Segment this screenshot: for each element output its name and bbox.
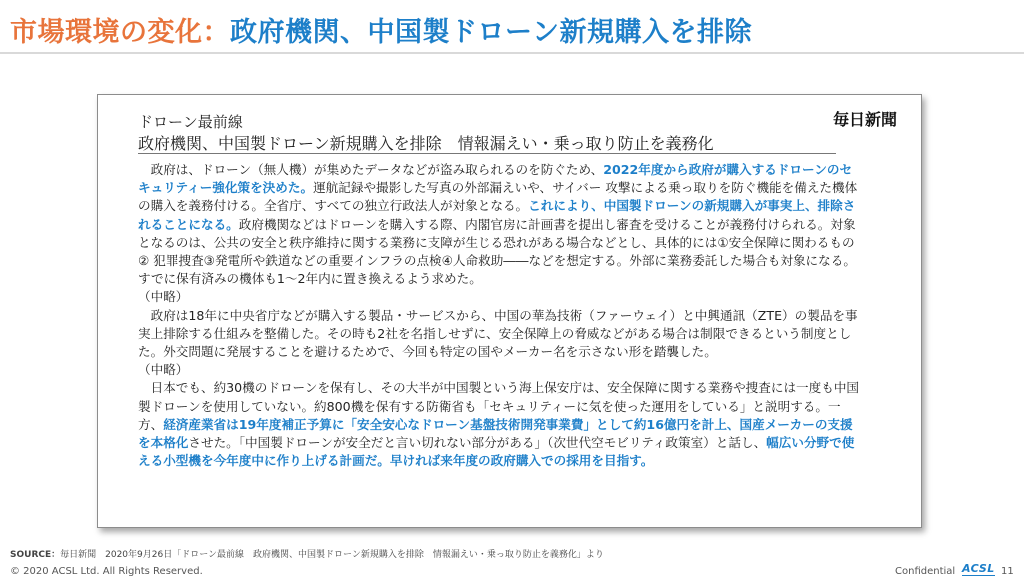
headline-divider (138, 153, 836, 154)
article-kicker: ドローン最前線 (138, 113, 243, 131)
highlight-text: これにより、中国製ドローンの新規購入が事実上、排除されることになる。 (138, 198, 856, 232)
article-paragraph-2: 政府は18年に中央省庁などが購入する製品・サービスから、中国の華為技術（ファーウェイ）と中興通訊（ZTE）の製品を事実上排除する仕組みを整備した。その時も2社を名指しせずに、安全保障上の脅威などがある場合は制限できるという制度とした。外交問題に発展することを避けるためで、今回も特定の国やメーカー名を示さない形を踏襲した。 (138, 307, 858, 360)
title-divider (0, 52, 1024, 54)
highlight-text: 幅広い分野で使える小型機を今年度中に作り上げる計画だ。早ければ来年度の政府購入での採用を目指す。 (138, 435, 855, 469)
slide-title (10, 10, 1010, 54)
omission-mark: （中略） (138, 362, 189, 378)
highlight-text: 2022年度から政府が購入するドローンのセキュリティー強化策を決めた。 (138, 162, 853, 196)
text-run: 政府は、ドローン（無人機）が集めたデータなどが盗み取られるのを防ぐため、 (150, 162, 604, 177)
slide-title-main: 政府機関、中国製ドローン新規購入を排除 (230, 17, 752, 48)
text-run: させた。「中国製ドローンが安全だと言い切れない部分がある」（次世代空モビリティ政策室）と話し、 (188, 435, 767, 451)
highlight-text: 経済産業省は19年度補正予算に「安全安心なドローン基盤技術開発事業費」として約16億円を計上、国産メーカーの支援を本格化 (138, 416, 853, 451)
source-note (10, 547, 604, 560)
text-run: 政府機関などはドローンを購入する際、内閣官房に計画書を提出し審査を受けることが義務付けられる。対象となるのは、公共の安全と秩序維持に関する業務に支障が生じる恐れがある場合などとし、具体的には①安全保障に関わるもの② 犯罪捜査③発電所や鉄道などの重要インフラの点検④人命救助――などを想定する。外部に業務委託した場合も対象になる。すでに保有済みの機体も1～2年内に置き換えるよう求めた。 (138, 216, 856, 287)
article-paragraph-3 (138, 379, 862, 470)
omission-mark: （中略） (138, 289, 189, 305)
article-headline: 政府機関、中国製ドローン新規購入を排除 情報漏えい・乗っ取り防止を義務化 (138, 134, 714, 153)
newspaper-name: 毎日新聞 (832, 110, 897, 129)
copyright: © 2020 ACSL Ltd. All Rights Reserved. (10, 566, 203, 577)
article-clipping (97, 94, 922, 528)
article-paragraph-1 (138, 161, 862, 288)
source-label: SOURCE： (10, 550, 61, 560)
company-logo: ACSL (962, 562, 995, 575)
text-run: 日本でも、約30機のドローンを保有し、その大半が中国製という海上保安庁は、安全保障に関する業務や捜査には一度も中国製ドローンを使用していない。約800機を保有する防衛省も「セキュリティーに気を使った運用をしている」と説明する。一方、 (138, 380, 860, 432)
article-body (138, 161, 862, 470)
text-run: 運航記録や撮影した写真の外部漏えいや、サイバー 攻撃による乗っ取りを防ぐ機能を備えた機体の購入を義務付ける。全省庁、すべての独立行政法人が対象となる。 (138, 180, 858, 214)
page-number: 11 (1001, 566, 1014, 577)
source-text: 毎日新聞 2020年9月26日「ドローン最前線 政府機関、中国製ドローン新規購入を排除 情報漏えい・乗っ取り防止を義務化」より (60, 550, 604, 560)
confidential-label: Confidential (895, 566, 956, 577)
slide-title-prefix: 市場環境の変化： (10, 17, 230, 48)
